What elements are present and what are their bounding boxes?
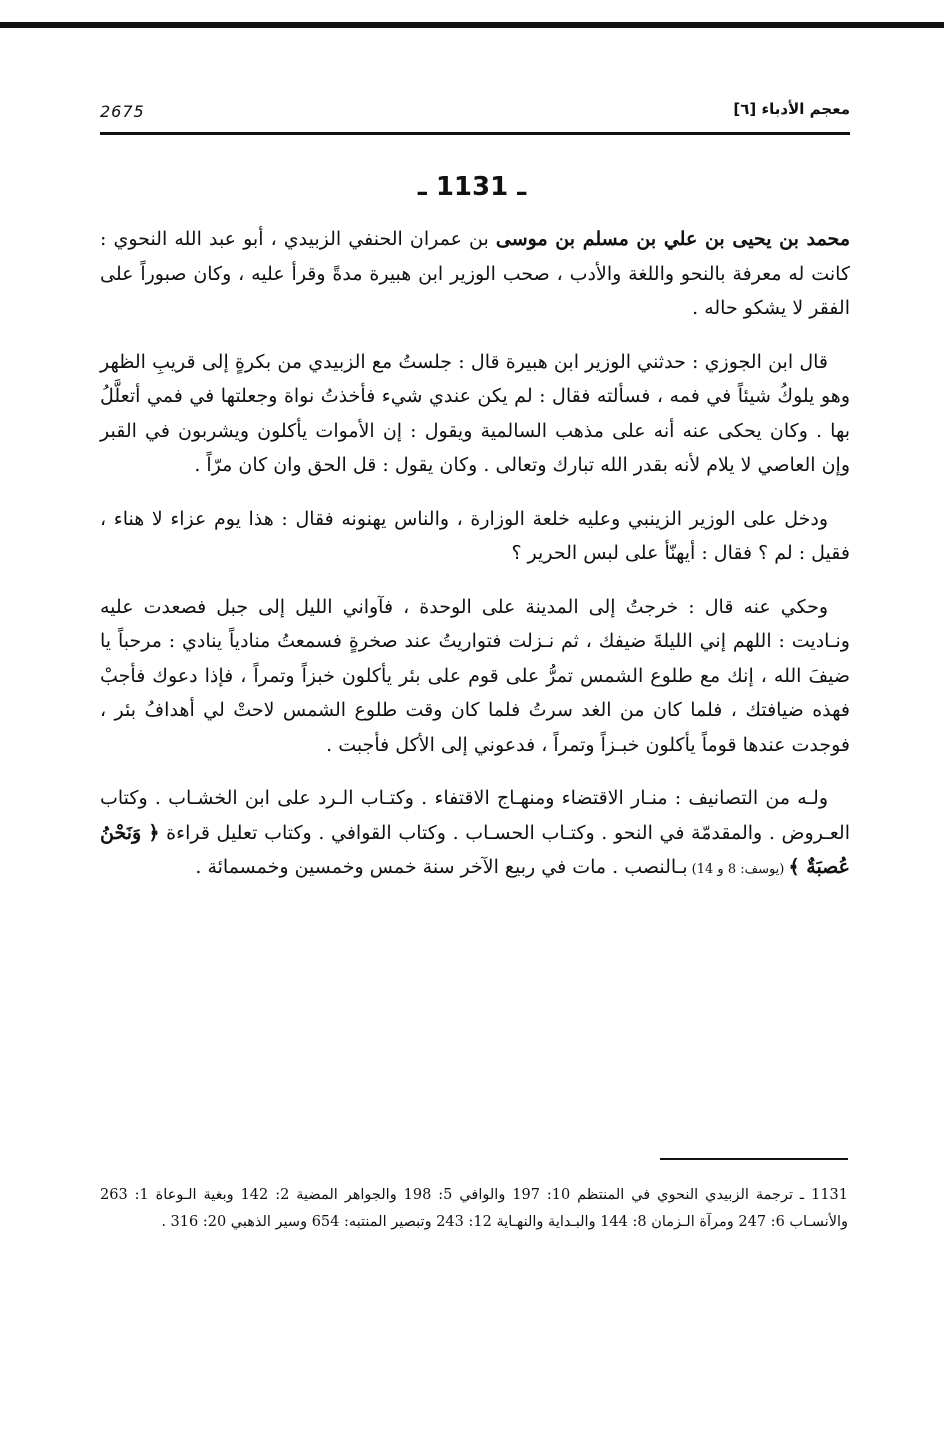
entry-lead-name: محمد بن يحيى بن علي بن مسلم بن موسى [495, 228, 850, 250]
running-head [100, 98, 850, 128]
paragraph-medina-story: وحكي عنه قال : خرجتُ إلى المدينة على الوحدة ، فآواني الليل إلى جبل فصعدت عليه ونـاديت : اللهم إني الليلةَ ضيفك ، ثم نـزلت فتواريتُ عند صخرةٍ فسمعتُ منادياً ينادي : مرحباً يا ضيفَ الله ، إنك مع طلوع الشمس تمرُّ على قوم على بئر يأكلون خبزاً وتمراً ، فإذا دعوك فأجبْ فهذه ضيافتك ، فلما كان من الغد سرتُ فلما كان وقت طلوع الشمس لاحتْ لي أهدافُ بئر ، فوجدت عندها قوماً يأكلون خبـزاً وتمراً ، فدعوني إلى الأكل فأجبت . [100, 595, 850, 756]
entry-intro-text: بن عمران الحنفي الزبيدي ، أبو عبد الله النحوي : كانت له معرفة بالنحو واللغة والأدب ، صحب الوزير ابن هبيرة مدةً وقرأ عليه ، وكان صبوراً على الفقر لا يشكو حاله . [100, 228, 850, 319]
quran-quote: ﴿ وَنَحْنُ عُصبَةٌ ﴾ [100, 821, 850, 878]
header-rule [100, 132, 850, 135]
entry-intro-paragraph [100, 222, 850, 326]
entry-body [100, 222, 850, 907]
works-text-end: بـالنصب . مات في ربيع الآخر سنة خمس وخمسين وخمسمائة . [195, 856, 688, 878]
paragraph-works [100, 781, 850, 888]
works-text: ولـه من التصانيف : منـار الاقتضاء ومنهـاج الاقتفاء . وكتـاب الـرد على ابن الخشـاب . وكتاب العـروض . والمقدمّة في النحو . وكتـاب الحسـاب . وكتاب القوافي . وكتاب تعليل قراءة [100, 787, 850, 844]
paragraph-ibn-jawzi: قال ابن الجوزي : حدثني الوزير ابن هبيرة قال : جلستُ مع الزبيدي من بكرةٍ إلى قريبِ الظهر وهو يلوكُ شيئاً في فمه ، فسألته فقال : لم يكن عندي شيء فأخذتُ نواة وجعلتها في فمي أتعلَّلُ بها . وكان يحكى عنه أنه على مذهب السالمية ويقول : إن الأموات يأكلون ويشربون في القبر وإن العاصي لا يلام لأنه بقدر الله تبارك وتعالى . وكان يقول : قل الحق وان كان مرّاً . [100, 350, 850, 476]
footnote-rule [660, 1158, 848, 1160]
footnote: 1131 ـ ترجمة الزبيدي النحوي في المنتظم 10: 197 والوافي 5: 198 والجواهر المضية 2: 142 وبغية الـوعاة 1: 263 والأنسـاب 6: 247 ومرآة الـزمان 8: 144 والبـداية والنهـاية 12: 243 وتبصير المنتبه: 654 وسير الذهبي 20: 316 . [100, 1187, 849, 1230]
entry-number: ـ 1131 ـ [417, 172, 527, 202]
book-title: معجم الأدباء [٦] [733, 100, 850, 118]
paragraph-zaynabi: ودخل على الوزير الزينبي وعليه خلعة الوزارة ، والناس يهنونه فقال : هذا يوم عزاء لا هناء ، فقيل : لم ؟ فقال : أيهنّأ على لبس الحرير ؟ [100, 507, 850, 564]
quran-citation: (يوسف: 8 و 14) [687, 862, 789, 877]
scan-edge-bar [0, 22, 944, 28]
page-number: 2675 [100, 102, 145, 121]
